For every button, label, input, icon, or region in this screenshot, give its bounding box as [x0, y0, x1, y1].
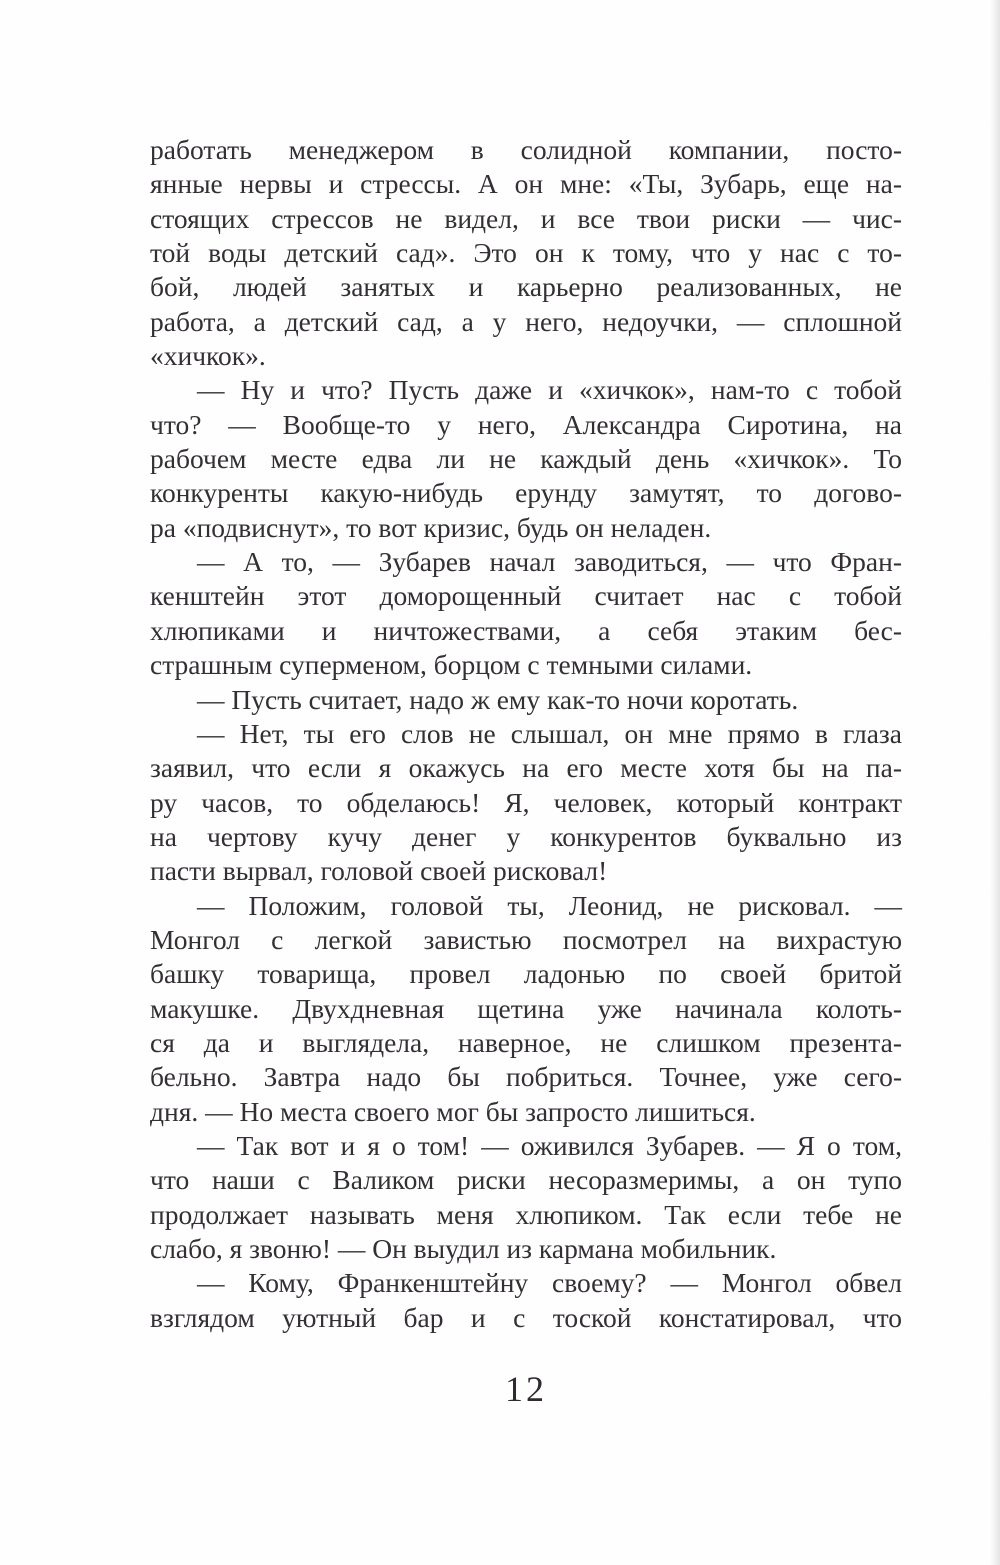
- text-block: [150, 133, 902, 1335]
- text-line: конкуренты какую-нибудь ерунду замутят, то догово-: [150, 477, 902, 509]
- text-line: макушке. Двухдневная щетина уже начинала колоть-: [150, 992, 902, 1024]
- text-line: бой, людей занятых и карьерно реализованных, не: [150, 271, 902, 303]
- text-line: хлюпиками и ничтожествами, а себя этаким бес-: [150, 614, 902, 646]
- text-line: Монгол с легкой завистью посмотрел на вихрастую: [150, 923, 902, 955]
- text-line: — Положим, головой ты, Леонид, не рисковал. —: [197, 889, 902, 921]
- text-line: слабо, я звоню! — Он выудил из кармана мобильник.: [150, 1233, 777, 1264]
- text-line: кенштейн этот доморощенный считает нас с тобой: [150, 580, 902, 612]
- text-line: страшным суперменом, борцом с темными силами.: [150, 649, 753, 681]
- text-line: работать менеджером в солидной компании, посто-: [150, 134, 902, 165]
- text-line: заявил, что если я окажусь на его месте хотя бы на па-: [150, 752, 902, 784]
- text-line: продолжает называть меня хлюпиком. Так если тебе не: [150, 1198, 902, 1230]
- text-line: ра «подвиснут», то вот кризис, будь он неладен.: [150, 511, 712, 543]
- text-line: — Нет, ты его слов не слышал, он мне прямо в глаза: [197, 717, 902, 749]
- text-line: башку товарища, провел ладонью по своей бритой: [150, 958, 902, 990]
- text-line: — А то, — Зубарев начал заводиться, — что Фран-: [197, 546, 902, 578]
- paragraph: [150, 545, 902, 682]
- paragraph: [150, 683, 902, 717]
- text-line: рабочем месте едва ли не каждый день «хичкок». То: [150, 443, 902, 475]
- text-line: пасти вырвал, головой своей рисковал!: [150, 855, 608, 887]
- paragraph: [150, 373, 902, 545]
- paragraph: [150, 1266, 902, 1335]
- paragraph: [150, 717, 902, 889]
- text-line: дня. — Но места своего мог бы запросто лишиться.: [150, 1095, 756, 1127]
- text-line: стоящих стрессов не видел, и все твои риски — чис-: [150, 202, 902, 234]
- text-line: что? — Вообще-то у него, Александра Сиротина, на: [150, 408, 902, 440]
- paragraph: [150, 133, 902, 373]
- text-line: что наши с Валиком риски несоразмеримы, а он тупо: [150, 1164, 902, 1196]
- text-line: — Так вот и я о том! — оживился Зубарев. — Я о том,: [197, 1129, 902, 1161]
- page-edge-shade: [990, 0, 1000, 1565]
- text-line: ру часов, то обделаюсь! Я, человек, который контракт: [150, 786, 902, 818]
- text-line: — Пусть считает, надо ж ему как-то ночи коротать.: [197, 683, 799, 715]
- text-line: взглядом уютный бар и с тоской констатировал, что: [150, 1301, 902, 1333]
- text-line: ся да и выглядела, наверное, не слишком презента-: [150, 1026, 902, 1058]
- text-line: той воды детский сад». Это он к тому, что у нас с то-: [150, 237, 902, 269]
- text-line: бельно. Завтра надо бы побриться. Точнее, уже сего-: [150, 1061, 902, 1093]
- text-line: янные нервы и стрессы. А он мне: «Ты, Зубарь, еще на-: [150, 168, 902, 200]
- text-line: «хичкок».: [150, 340, 266, 372]
- text-line: — Ну и что? Пусть даже и «хичкок», нам-то с тобой: [197, 374, 902, 406]
- text-line: на чертову кучу денег у конкурентов буквально из: [150, 820, 902, 852]
- page-number: 12: [505, 1369, 547, 1409]
- paragraph: [150, 889, 902, 1129]
- paragraph: [150, 1129, 902, 1266]
- text-line: — Кому, Франкенштейну своему? — Монгол обвел: [197, 1267, 902, 1299]
- text-line: работа, а детский сад, а у него, недоучки, — сплошной: [150, 305, 902, 337]
